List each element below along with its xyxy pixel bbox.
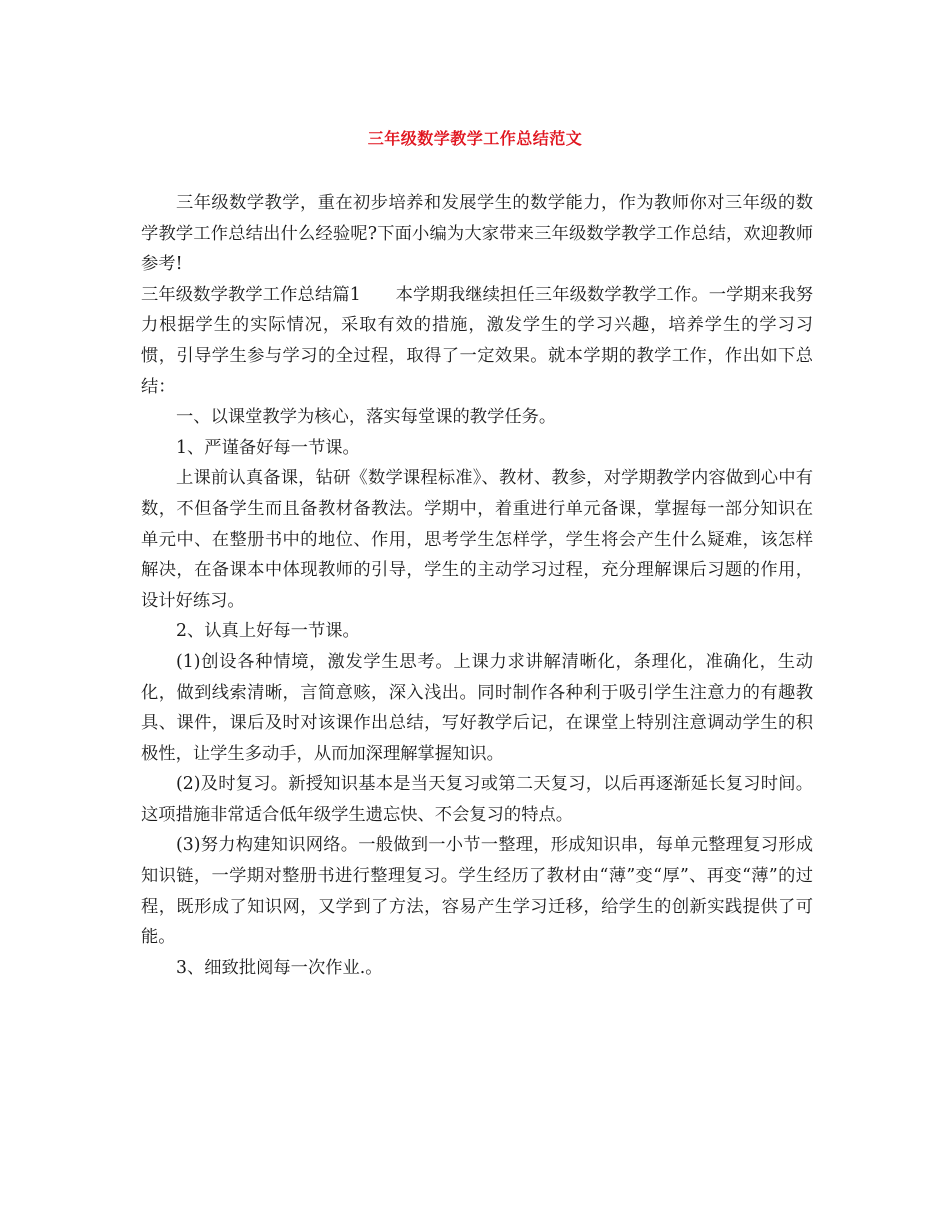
paragraph-summary-opening: 三年级数学教学工作总结篇1 本学期我继续担任三年级数学教学工作。一学期来我努力根据学生的实际情况，采取有效的措施，激发学生的学习兴趣，培养学生的学习习惯，引导学生参与学习的全过程，取得了一定效果。就本学期的教学工作，作出如下总结：: [141, 284, 813, 397]
paragraph-intro: 三年级数学教学，重在初步培养和发展学生的数学能力，作为教师你对三年级的数学教学工作总结出什么经验呢?下面小编为大家带来三年级数学教学工作总结，欢迎教师参考!: [141, 193, 813, 275]
paragraph-point-1: (1)创设各种情境，激发学生思考。上课力求讲解清晰化，条理化，准确化，生动化，做到线索清晰，言简意赅，深入浅出。同时制作各种利于吸引学生注意力的有趣教具、课件，课后及时对该课作出总结，写好教学后记，在课堂上特别注意调动学生的积极性，让学生多动手，从而加深理解掌握知识。: [141, 651, 813, 764]
subsection-heading-3: 3、细致批阅每一次作业.。: [176, 957, 383, 978]
subsection-heading-2: 2、认真上好每一节课。: [176, 621, 360, 642]
subsection-heading-1: 1、严谨备好每一节课。: [176, 437, 360, 458]
paragraph-lesson-prep: 上课前认真备课，钻研《数学课程标准》、教材、教参，对学期教学内容做到心中有数，不但备学生而且备教材备教法。学期中，着重进行单元备课，掌握每一部分知识在单元中、在整册书中的地位、作用，思考学生怎样学，学生将会产生什么疑难，该怎样解决，在备课本中体现教师的引导，学生的主动学习过程，充分理解课后习题的作用，设计好练习。: [141, 468, 813, 611]
document-body: [141, 188, 813, 983]
paragraph-point-3: (3)努力构建知识网络。一般做到一小节一整理，形成知识串，每单元整理复习形成知识链，一学期对整册书进行整理复习。学生经历了教材由“薄”变“厚”、再变“薄”的过程，既形成了知识网，又学到了方法，容易产生学习迁移，给学生的创新实践提供了可能。: [141, 835, 813, 948]
document-title: 三年级数学教学工作总结范文: [367, 129, 583, 148]
section-heading-1: 一、以课堂教学为核心，落实每堂课的教学任务。: [176, 407, 557, 428]
paragraph-point-2: (2)及时复习。新授知识基本是当天复习或第二天复习，以后再逐渐延长复习时间。这项措施非常适合低年级学生遗忘快、不会复习的特点。: [141, 774, 813, 825]
